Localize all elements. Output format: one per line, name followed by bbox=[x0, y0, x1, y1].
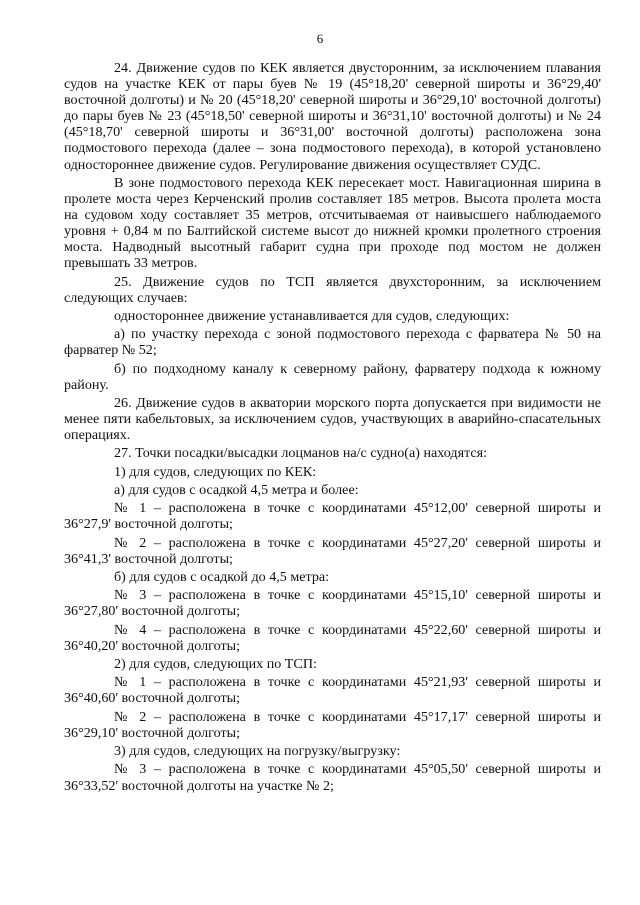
pilot-point-1: № 1 – расположена в точке с координатами 45°12,00' северной широты и 36°27,9' восточной долготы; bbox=[64, 500, 601, 533]
subsection-loading: 3) для судов, следующих на погрузку/выгрузку: bbox=[114, 743, 401, 760]
subsection-kek-shallow: б) для судов с осадкой до 4,5 метра: bbox=[114, 569, 330, 586]
list-item-b: б) по подходному каналу к северному району, фарватеру подхода к южному району. bbox=[64, 360, 601, 393]
subsection-kek-deep: а) для судов с осадкой 4,5 метра и более: bbox=[114, 482, 359, 499]
document-body bbox=[64, 60, 601, 796]
paragraph-bridge: В зоне подмостового перехода КЕК пересекает мост. Навигационная ширина в пролете моста через Керченский пролив составляет 185 метров. Высота пролета моста на судовом ходу составляет 35 метров, отсчитываемая от наивысшего наблюдаемого уровня + 0,84 м по Балтийской системе высот до нижней кромки пролетного строения моста. Надводный высотный габарит судна при проходе под мостом не должен превышать 33 метров. bbox=[64, 174, 601, 272]
tsp-point-1: № 1 – расположена в точке с координатами 45°21,93' северной широты и 36°40,60' восточной долготы; bbox=[64, 674, 601, 707]
paragraph-26: 26. Движение судов в акватории морского порта допускается при видимости не менее пяти кабельтовых, за исключением судов, участвующих в аварийно-спасательных операциях. bbox=[64, 395, 601, 444]
paragraph-one-way: одностороннее движение устанавливается для судов, следующих: bbox=[114, 307, 510, 324]
pilot-point-4: № 4 – расположена в точке с координатами 45°22,60' северной широты и 36°40,20' восточной долготы; bbox=[64, 621, 601, 654]
page-number: 6 bbox=[316, 31, 324, 46]
paragraph-27: 27. Точки посадки/высадки лоцманов на/с судно(а) находятся: bbox=[114, 445, 488, 462]
subsection-tsp: 2) для судов, следующих по ТСП: bbox=[114, 656, 317, 673]
pilot-point-2: № 2 – расположена в точке с координатами 45°27,20' северной широты и 36°41,3' восточной долготы; bbox=[64, 534, 601, 567]
loading-point-3: № 3 – расположена в точке с координатами 45°05,50' северной широты и 36°33,52' восточной долготы на участке № 2; bbox=[64, 761, 601, 794]
tsp-point-2: № 2 – расположена в точке с координатами 45°17,17' северной широты и 36°29,10' восточной долготы; bbox=[64, 708, 601, 741]
paragraph-24: 24. Движение судов по КЕК является двусторонним, за исключением плавания судов на участке КЕК от пары буев № 19 (45°18,20' северной широты и 36°29,40' восточной долготы) и № 20 (45°18,20' северной широты и 36°29,10' восточной долготы) до пары буев № 23 (45°18,50' северной широты и 36°31,10' восточной долготы) и № 24 (45°18,70' северной широты и 36°31,00' восточной долготы) расположена зона подмостового перехода (далее – зона подмостового перехода), в которой установлено одностороннее движение судов. Регулирование движения осуществляет СУДС. bbox=[64, 60, 601, 173]
paragraph-25: 25. Движение судов по ТСП является двухсторонним, за исключением следующих случаев: bbox=[64, 273, 601, 306]
subsection-kek: 1) для судов, следующих по КЕК: bbox=[114, 463, 317, 480]
pilot-point-3: № 3 – расположена в точке с координатами 45°15,10' северной широты и 36°27,80' восточной долготы; bbox=[64, 587, 601, 620]
list-item-a: а) по участку перехода с зоной подмостового перехода с фарватера № 50 на фарватер № 52; bbox=[64, 326, 601, 359]
